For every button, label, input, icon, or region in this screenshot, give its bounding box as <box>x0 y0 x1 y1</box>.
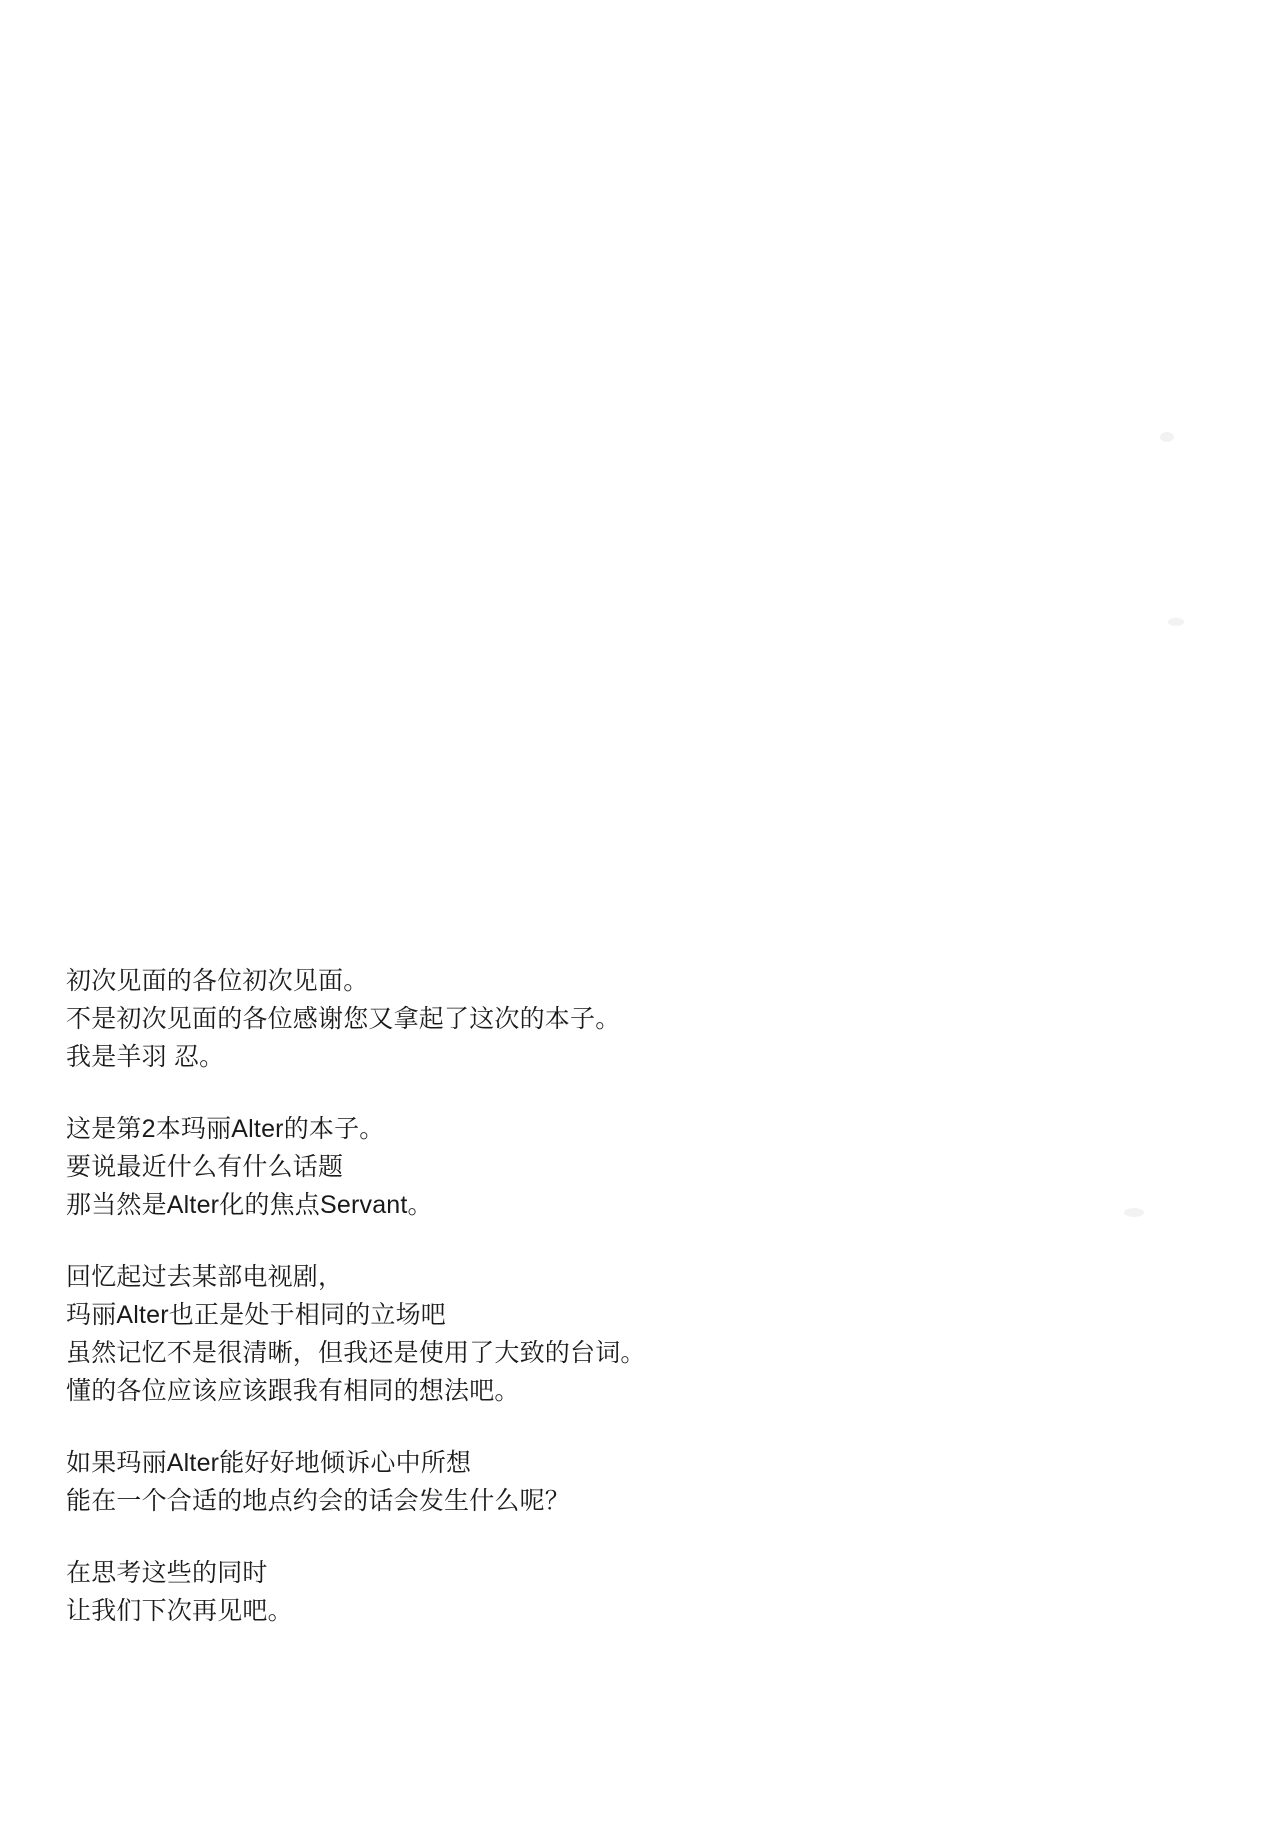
paragraph <box>66 1554 1006 1630</box>
text-line: 初次见面的各位初次见面。 <box>66 967 369 995</box>
paragraph <box>66 962 1006 1076</box>
paper-speck-icon <box>1124 1208 1144 1217</box>
paragraph <box>66 1258 1006 1410</box>
text-line: 让我们下次再见吧。 <box>66 1597 293 1625</box>
paper-speck-icon <box>1168 618 1184 626</box>
paper-speck-icon <box>1160 432 1174 442</box>
text-line: 在思考这些的同时 <box>66 1559 268 1587</box>
text-line: 玛丽Alter也正是处于相同的立场吧 <box>66 1301 447 1329</box>
paragraph <box>66 1444 1006 1520</box>
text-line: 要说最近什么有什么话题 <box>66 1153 344 1181</box>
text-line: 那当然是Alter化的焦点Servant。 <box>66 1191 433 1219</box>
text-line: 能在一个合适的地点约会的话会发生什么呢？ <box>66 1487 571 1515</box>
text-line: 这是第2本玛丽Alter的本子。 <box>66 1115 385 1143</box>
text-line: 懂的各位应该应该跟我有相同的想法吧。 <box>66 1377 520 1405</box>
text-line: 回忆起过去某部电视剧， <box>66 1263 344 1291</box>
text-line: 我是羊羽 忍。 <box>66 1043 225 1071</box>
afterword-text-block <box>66 962 1006 1630</box>
text-line: 虽然记忆不是很清晰，但我还是使用了大致的台词。 <box>66 1339 646 1367</box>
paragraph <box>66 1110 1006 1224</box>
text-line: 不是初次见面的各位感谢您又拿起了这次的本子。 <box>66 1005 621 1033</box>
text-line: 如果玛丽Alter能好好地倾诉心中所想 <box>66 1449 472 1477</box>
